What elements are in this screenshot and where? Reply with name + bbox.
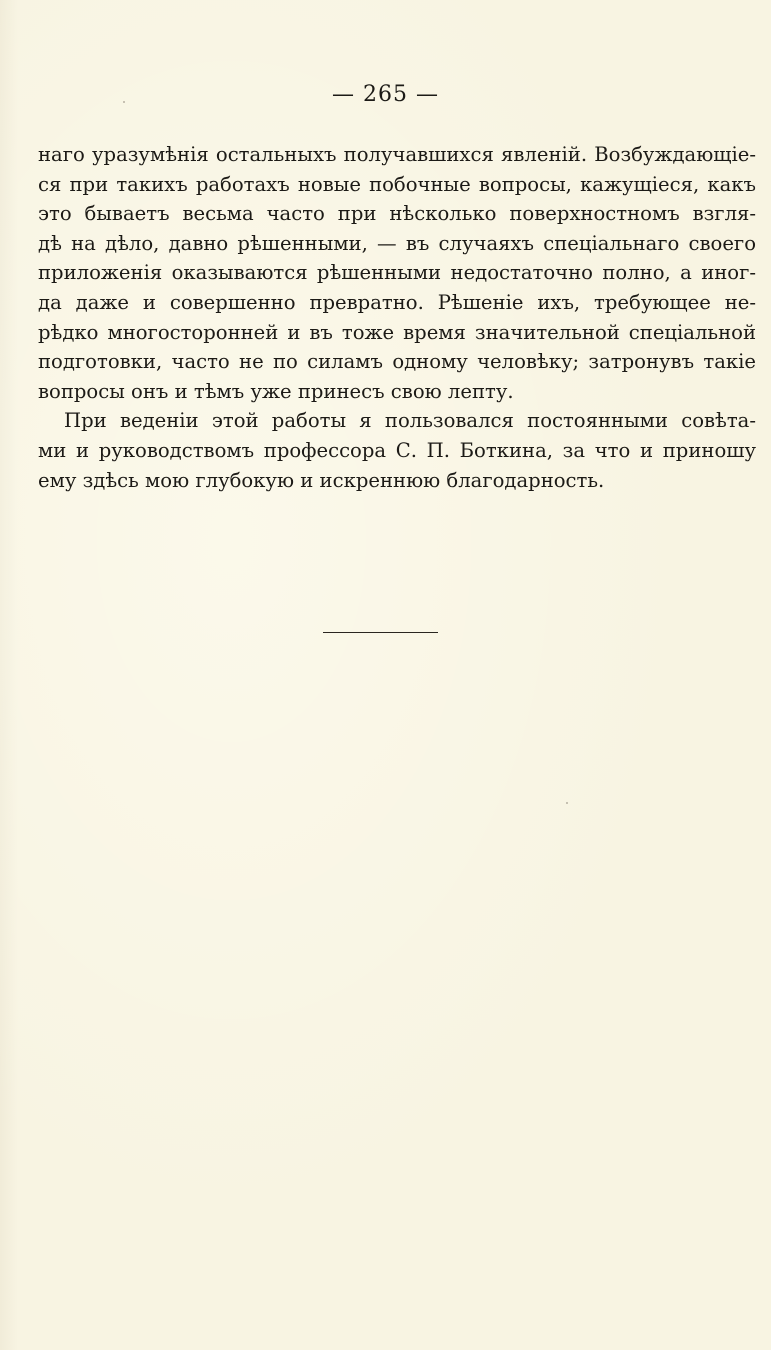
text-line: подготовки, часто не по силамъ одному человѣку; затронувъ такіе	[38, 350, 756, 374]
text-line: ся при такихъ работахъ новые побочные вопросы, кажущіеся, какъ	[38, 172, 756, 196]
text-line: рѣдко многосторонней и въ тоже время значительной спеціальной	[38, 320, 756, 344]
text-line: это бываетъ весьма часто при нѣсколько поверхностномъ взгля-	[38, 202, 756, 226]
body-text	[38, 140, 756, 495]
text-line: дѣ на дѣло, давно рѣшенными, — въ случаяхъ спеціальнаго своего	[38, 231, 756, 255]
text-line: ему здѣсь мою глубокую и искреннюю благодарность.	[38, 468, 605, 492]
text-line: да даже и совершенно превратно. Рѣшеніе ихъ, требующее не-	[38, 290, 756, 314]
text-line: ми и руководствомъ профессора С. П. Боткина, за что и приношу	[38, 438, 756, 462]
paragraph-1	[38, 140, 756, 406]
section-end-rule	[323, 632, 438, 633]
text-line: вопросы онъ и тѣмъ уже принесъ свою лепту.	[38, 379, 514, 403]
paragraph-2	[38, 406, 756, 495]
text-line: наго уразумѣнія остальныхъ получавшихся явленій. Возбуждающіе-	[38, 143, 756, 166]
text-line: При веденіи этой работы я пользовался постоянными совѣта-	[64, 409, 756, 433]
paper-speck	[566, 802, 568, 804]
page-number: — 265 —	[332, 82, 439, 107]
text-line: приложенія оказываются рѣшенными недостаточно полно, а иног-	[38, 261, 756, 285]
